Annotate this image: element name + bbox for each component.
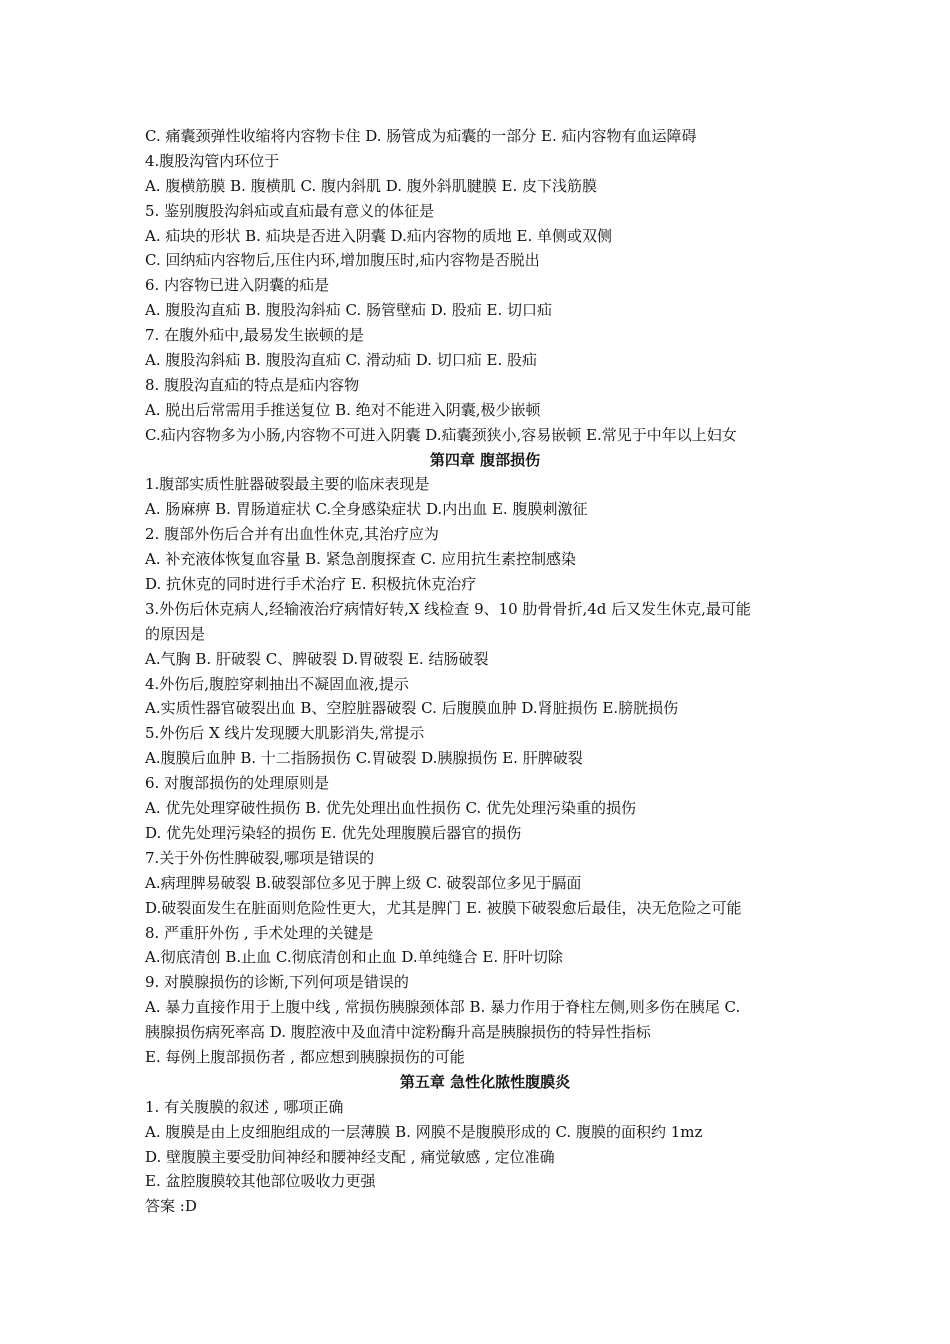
question-line: A. 暴力直接作用于上腹中线 , 常损伤胰腺颈体部 B. 暴力作用于脊柱左侧,则多伤在胰尾 C.: [145, 998, 741, 1017]
question-line: 4.腹股沟管内环位于: [145, 151, 280, 170]
question-line: A.气胸 B. 肝破裂 C、脾破裂 D.胃破裂 E. 结肠破裂: [145, 649, 489, 668]
document-page: [145, 124, 825, 1219]
question-line: D. 抗休克的同时进行手术治疗 E. 积极抗休克治疗: [145, 575, 477, 594]
question-line: C. 回纳疝内容物后,压住内环,增加腹压时,疝内容物是否脱出: [145, 251, 540, 270]
question-line: C.疝内容物多为小肠,内容物不可进入阴囊 D.疝囊颈狭小,容易嵌顿 E.常见于中年以上妇女: [145, 425, 737, 444]
question-line: A.彻底清创 B.止血 C.彻底清创和止血 D.单纯缝合 E. 肝叶切除: [145, 948, 563, 967]
question-line: 8. 严重肝外伤 , 手术处理的关键是: [145, 923, 374, 942]
question-line: 5. 鉴别腹股沟斜疝或直疝最有意义的体征是: [145, 201, 435, 220]
question-line: A. 腹膜是由上皮细胞组成的一层薄膜 B. 网膜不是腹膜形成的 C. 腹膜的面积约 1mz: [145, 1122, 703, 1141]
question-line: 8. 腹股沟直疝的特点是疝内容物: [145, 375, 360, 394]
chapter-5-questions: [145, 1095, 825, 1219]
question-line: A. 腹横筋膜 B. 腹横肌 C. 腹内斜肌 D. 腹外斜肌腱膜 E. 皮下浅筋膜: [145, 176, 597, 195]
question-line: 4.外伤后,腹腔穿刺抽出不凝固血液,提示: [145, 674, 409, 693]
question-line: 1. 有关腹膜的叙述 , 哪项正确: [145, 1097, 344, 1116]
answer-line: 答案 :D: [145, 1197, 197, 1216]
chapter-4-title: 第四章 腹部损伤: [429, 450, 541, 469]
question-line: 9. 对膜腺损伤的诊断,下列何项是错误的: [145, 973, 409, 992]
question-line: E. 每例上腹部损伤者 , 都应想到胰腺损伤的可能: [145, 1047, 465, 1066]
question-line: A.病理脾易破裂 B.破裂部位多见于脾上级 C. 破裂部位多见于膈面: [145, 873, 582, 892]
question-line: A. 优先处理穿破性损伤 B. 优先处理出血性损伤 C. 优先处理污染重的损伤: [145, 799, 636, 818]
question-line: A. 肠麻痹 B. 胃肠道症状 C.全身感染症状 D.内出血 E. 腹膜刺激征: [145, 500, 588, 519]
question-line: 的原因是: [145, 624, 206, 643]
question-line: C. 痛囊颈弹性收缩将内容物卡住 D. 肠管成为疝囊的一部分 E. 疝内容物有血运障碍: [145, 127, 697, 145]
question-line: A. 疝块的形状 B. 疝块是否进入阴囊 D.疝内容物的质地 E. 单侧或双侧: [145, 226, 612, 245]
question-line: 胰腺损伤病死率高 D. 腹腔液中及血清中淀粉酶升高是胰腺损伤的特异性指标: [145, 1023, 651, 1042]
question-line: A.腹膜后血肿 B. 十二指肠损伤 C.胃破裂 D.胰腺损伤 E. 肝脾破裂: [145, 749, 583, 768]
question-line: 2. 腹部外伤后合并有出血性休克,其治疗应为: [145, 525, 439, 544]
question-line: 6. 对腹部损伤的处理原则是: [145, 774, 330, 793]
question-line: E. 盆腔腹膜较其他部位吸收力更强: [145, 1172, 376, 1191]
question-line: A. 腹股沟斜疝 B. 腹股沟直疝 C. 滑动疝 D. 切口疝 E. 股疝: [145, 351, 537, 370]
question-line: A. 腹股沟直疝 B. 腹股沟斜疝 C. 肠管壁疝 D. 股疝 E. 切口疝: [145, 301, 552, 320]
chapter-5-title: 第五章 急性化脓性腹膜炎: [399, 1072, 571, 1091]
question-line: 7. 在腹外疝中,最易发生嵌顿的是: [145, 326, 364, 345]
hernia-questions-continued: [145, 124, 825, 448]
question-line: D. 壁腹膜主要受肋间神经和腰神经支配 , 痛觉敏感 , 定位准确: [145, 1147, 555, 1166]
question-line: 7.关于外伤性脾破裂,哪项是错误的: [145, 848, 375, 867]
question-line: 3.外伤后休克病人,经输液治疗病情好转,X 线检查 9、10 肋骨骨折,4d 后又发生休克,最可能: [145, 599, 751, 618]
question-line: A.实质性器官破裂出血 B、空腔脏器破裂 C. 后腹膜血肿 D.肾脏损伤 E.膀胱损伤: [145, 699, 679, 718]
question-line: 1.腹部实质性脏器破裂最主要的临床表现是: [145, 475, 430, 494]
question-line: 6. 内容物已进入阴囊的疝是: [145, 276, 330, 295]
question-line: A. 补充液体恢复血容量 B. 紧急剖腹探查 C. 应用抗生素控制感染: [145, 550, 576, 569]
question-line: 5.外伤后 X 线片发现腰大肌影消失,常提示: [145, 724, 425, 743]
chapter-4-questions: [145, 472, 825, 1069]
question-line: A. 脱出后常需用手推送复位 B. 绝对不能进入阴囊,极少嵌顿: [145, 400, 541, 419]
question-line: D. 优先处理污染轻的损伤 E. 优先处理腹膜后器官的损伤: [145, 823, 522, 842]
question-line: D.破裂面发生在脏面则危险性更大，尤其是脾门 E. 被膜下破裂愈后最佳，决无危险之可能: [145, 898, 742, 917]
